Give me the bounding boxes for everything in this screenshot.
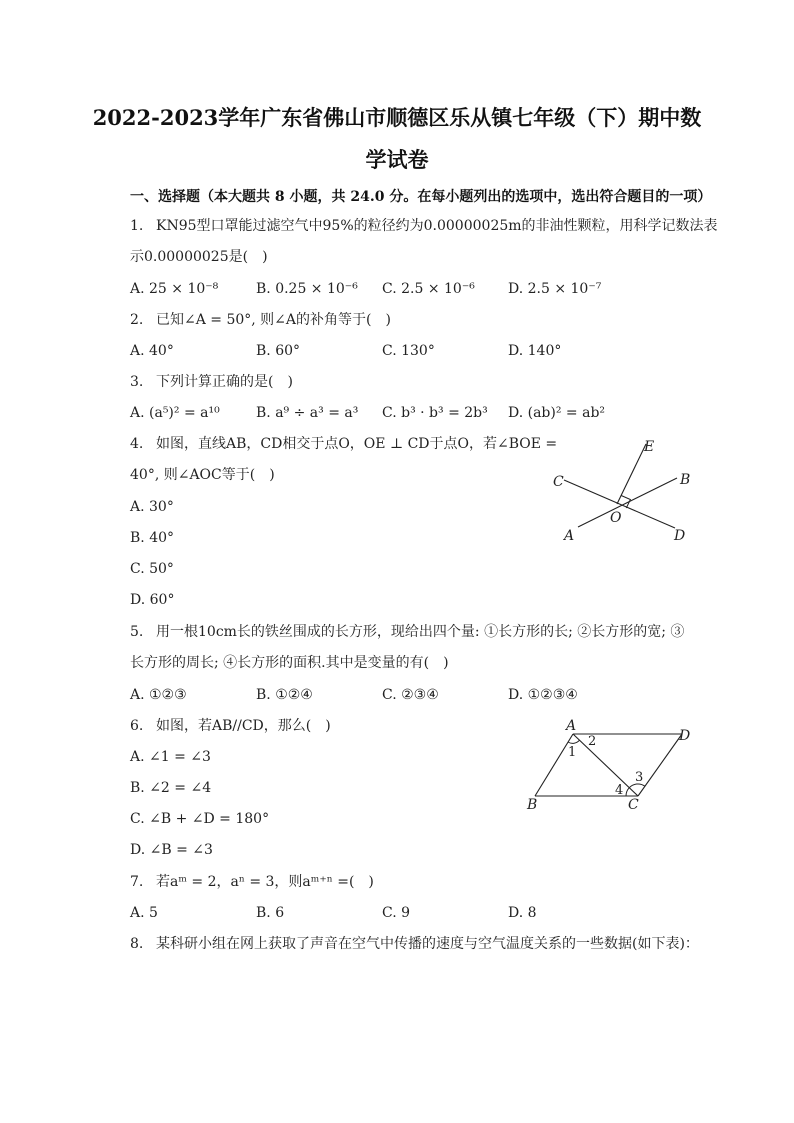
- label-c: C: [628, 797, 639, 813]
- right-angle-mark: [621, 496, 630, 509]
- label-angle-2: 2: [588, 734, 597, 749]
- q6-option-a[interactable]: A. ∠1 = ∠3: [130, 749, 211, 765]
- q1-option-a[interactable]: A. 25 × 10⁻⁸: [130, 281, 219, 297]
- question-4-text-cont: 40°, 则∠AOC等于( ): [130, 467, 275, 483]
- question-3-text: 3. 下列计算正确的是( ): [130, 374, 293, 390]
- q6-option-c[interactable]: C. ∠B + ∠D = 180°: [130, 811, 270, 827]
- segment-cd: [638, 734, 682, 796]
- q5-option-b[interactable]: B. ①②④: [256, 687, 313, 703]
- q6-figure: [520, 715, 710, 815]
- q6-option-b[interactable]: B. ∠2 = ∠4: [130, 780, 212, 796]
- q7-option-d[interactable]: D. 8: [508, 905, 537, 921]
- question-2-text: 2. 已知∠A = 50°, 则∠A的补角等于( ): [130, 312, 391, 328]
- angle-arc-a: [568, 740, 580, 743]
- label-angle-4: 4: [615, 783, 624, 798]
- label-e: E: [644, 439, 655, 455]
- q3-option-a[interactable]: A. (a⁵)² = a¹⁰: [130, 405, 220, 421]
- title-line-2: 学试卷: [365, 147, 429, 172]
- question-7-text: 7. 若aᵐ = 2，aⁿ = 3，则aᵐ⁺ⁿ =( ): [130, 874, 374, 890]
- q4-figure: [540, 430, 710, 550]
- label-b: B: [680, 472, 691, 488]
- label-d: D: [674, 528, 686, 544]
- label-angle-3: 3: [635, 770, 644, 785]
- question-5-text-cont: 长方形的周长; ④长方形的面积.其中是变量的有( ): [130, 655, 449, 671]
- label-b: B: [527, 797, 538, 813]
- question-8-text: 8. 某科研小组在网上获取了声音在空气中传播的速度与空气温度关系的一些数据(如下表)：: [130, 936, 699, 952]
- q3-option-c[interactable]: C. b³ · b³ = 2b³: [382, 405, 488, 421]
- q4-option-d[interactable]: D. 60°: [130, 592, 175, 608]
- q3-option-b[interactable]: B. a⁹ ÷ a³ = a³: [256, 405, 359, 421]
- q4-option-c[interactable]: C. 50°: [130, 561, 174, 577]
- q1-option-b[interactable]: B. 0.25 × 10⁻⁶: [256, 281, 358, 297]
- segment-ab: [535, 734, 573, 796]
- q2-option-d[interactable]: D. 140°: [508, 343, 562, 359]
- q7-option-c[interactable]: C. 9: [382, 905, 411, 921]
- label-c: C: [553, 474, 564, 490]
- question-4-text: 4. 如图，直线AB，CD相交于点O，OE ⊥ CD于点O，若∠BOE =: [130, 436, 558, 452]
- segment-ac: [573, 734, 638, 796]
- q2-option-c[interactable]: C. 130°: [382, 343, 435, 359]
- label-d: D: [679, 728, 691, 744]
- question-1-text: 1. KN95型口罩能过滤空气中95%的粒径约为0.00000025m的非油性颗粒，用科学记数法表: [130, 218, 718, 234]
- q5-option-c[interactable]: C. ②③④: [382, 687, 439, 703]
- q7-option-b[interactable]: B. 6: [256, 905, 285, 921]
- q5-option-a[interactable]: A. ①②③: [130, 687, 187, 703]
- angle-arc-c4: [626, 788, 629, 796]
- q4-option-b[interactable]: B. 40°: [130, 530, 175, 546]
- q3-option-d[interactable]: D. (ab)² = ab²: [508, 405, 606, 421]
- label-angle-1: 1: [568, 745, 577, 760]
- q2-option-b[interactable]: B. 60°: [256, 343, 301, 359]
- question-1-text-cont: 示0.00000025是( ): [130, 249, 268, 265]
- q1-option-d[interactable]: D. 2.5 × 10⁻⁷: [508, 281, 602, 297]
- q4-option-a[interactable]: A. 30°: [130, 499, 174, 515]
- question-5-text: 5. 用一根10cm长的铁丝围成的长方形，现给出四个量: ①长方形的长; ②长方形的宽; ③: [130, 624, 685, 640]
- q2-option-a[interactable]: A. 40°: [130, 343, 174, 359]
- title-line-1: 2022-2023学年广东省佛山市顺德区乐从镇七年级（下）期中数: [92, 105, 702, 130]
- q6-option-d[interactable]: D. ∠B = ∠3: [130, 842, 213, 858]
- label-o: O: [610, 510, 622, 526]
- section-heading: 一、选择题（本大题共 8 小题，共 24.0 分。在每小题列出的选项中，选出符合题目的一项）: [130, 189, 712, 205]
- label-a: A: [566, 718, 577, 734]
- label-a: A: [564, 528, 575, 544]
- q5-option-d[interactable]: D. ①②③④: [508, 687, 578, 703]
- line-ab: [578, 478, 677, 527]
- q7-option-a[interactable]: A. 5: [130, 905, 158, 921]
- q1-option-c[interactable]: C. 2.5 × 10⁻⁶: [382, 281, 475, 297]
- question-6-text: 6. 如图，若AB//CD，那么( ): [130, 718, 331, 734]
